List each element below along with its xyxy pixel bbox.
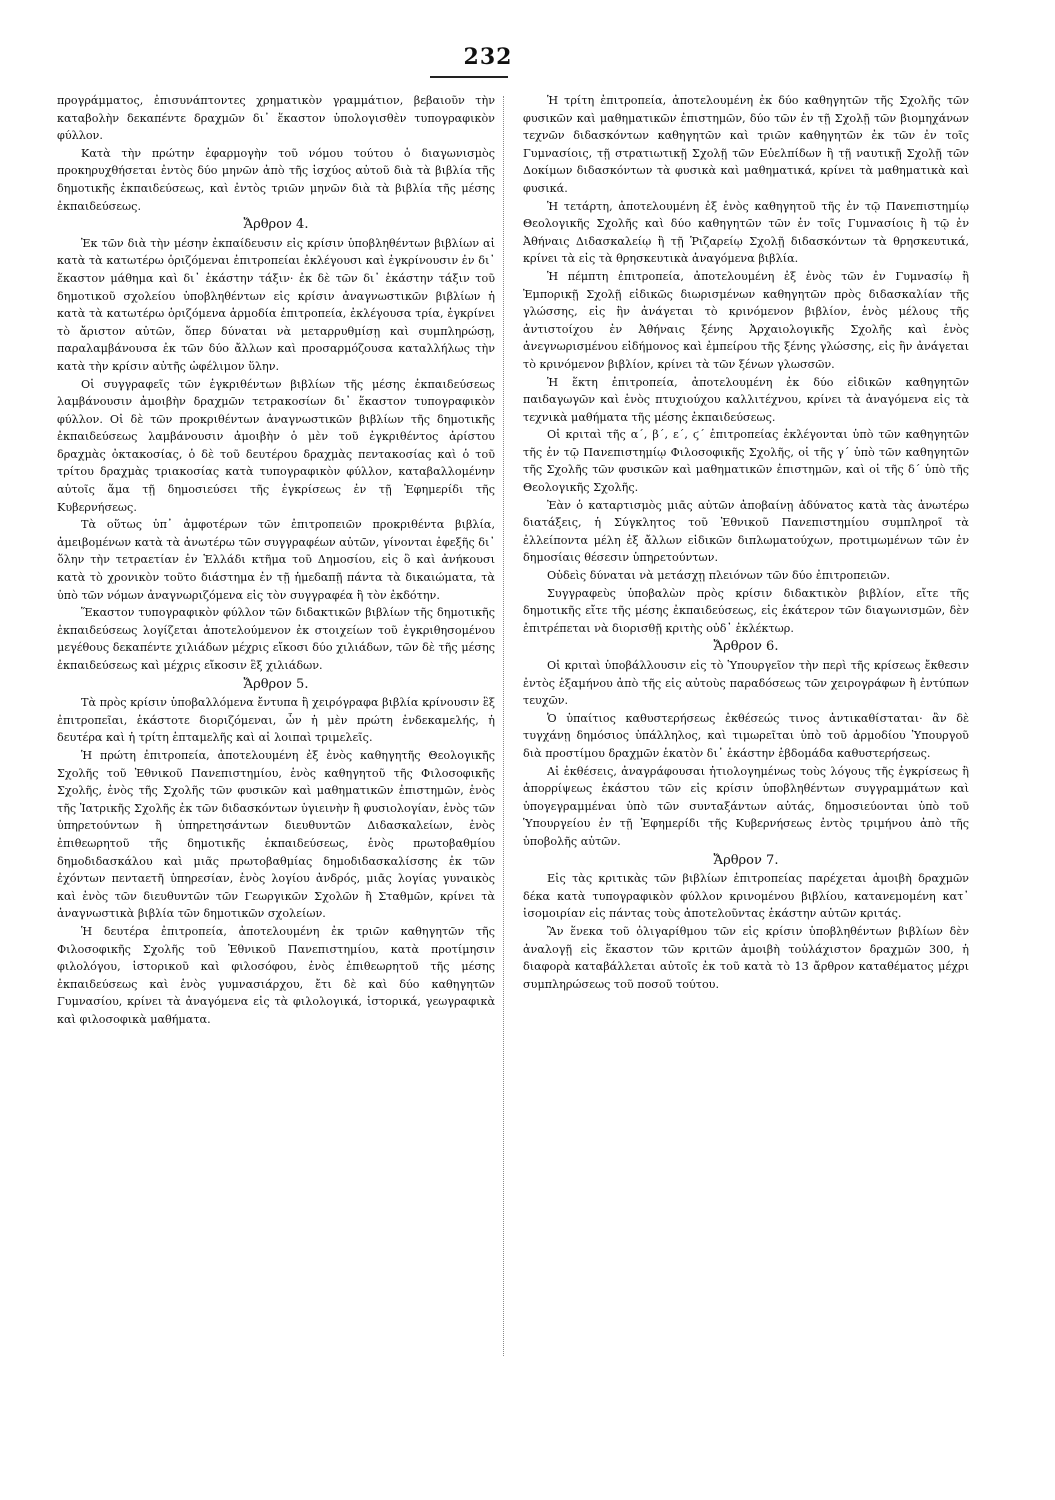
article-heading: Ἄρθρον 7. xyxy=(713,852,779,868)
paragraph: Οἱ κριταὶ τῆς α΄, β΄, ε΄, ϛ΄ ἐπιτροπείας ἐκλέγονται ὑπὸ τῶν καθηγητῶν τῆς ἐν τῷ Πανεπιστημίῳ Φιλοσοφικῆς Σχολῆς, οἱ τῆς γ΄ ὑπὸ τῶν καθηγητῶν τῆς Σχολῆς τῶν φυσικῶν καὶ μαθηματικῶν ἐπιστημῶν, καὶ οἱ τῆς δ΄ ὑπὸ τῆς Θεολογικῆς Σχολῆς. xyxy=(523,428,969,495)
paragraph: Συγγραφεὺς ὑποβαλὼν πρὸς κρίσιν διδακτικὸν βιβλίον, εἴτε τῆς δημοτικῆς εἴτε τῆς μέσης ἐκπαιδεύσεως, εἰς ἑκάτερον τῶν διαγωνισμῶν, δὲν ἐπιτρέπεται νὰ διορισθῇ κριτὴς οὐδ᾽ ἐκλέκτωρ. xyxy=(523,586,969,635)
page-number: 232 xyxy=(463,44,513,70)
paragraph: Ἕκαστον τυπογραφικὸν φύλλον τῶν διδακτικῶν βιβλίων τῆς δημοτικῆς ἐκπαιδεύσεως λογίζεται ἀποτελούμενον ἐκ στοιχείων τοῦ ἐγκριθησομένου μεγέθους δεκαπέντε χιλιάδων μέχρις εἴκοσι δύο χιλιάδων, τῶν δὲ τῆς μέσης ἐκπαιδεύσεως καὶ μέχρις εἴκοσιν ἓξ χιλιάδων. xyxy=(57,606,495,672)
paragraph: Ἡ δευτέρα ἐπιτροπεία, ἀποτελουμένη ἐκ τριῶν καθηγητῶν τῆς Φιλοσοφικῆς Σχολῆς τοῦ Ἐθνικοῦ Πανεπιστημίου, κατὰ προτίμησιν φιλολόγου, ἱστορικοῦ καὶ φιλοσόφου, ἑνὸς ἐπιθεωρητοῦ τῆς μέσης ἐκπαιδεύσεως καὶ ἑνὸς γυμνασιάρχου, ἔτι δὲ καὶ δύο καθηγητῶν Γυμνασίου, κρίνει τὰ ἀναγόμενα εἰς τὰ φιλολογικά, ἱστορικά, γεωγραφικὰ καὶ φιλοσοφικὰ μαθήματα. xyxy=(57,924,495,1026)
left-column xyxy=(57,92,495,1028)
paragraph: Τὰ πρὸς κρίσιν ὑποβαλλόμενα ἔντυπα ἢ χειρόγραφα βιβλία κρίνουσιν ἓξ ἐπιτροπεῖαι, ἑκάστοτε διοριζόμεναι, ὧν ἡ μὲν πρώτη ἑνδεκαμελής, ἡ δευτέρα καὶ ἡ τρίτη ἑπταμελῆς καὶ αἱ λοιπαὶ τριμελεῖς. xyxy=(57,696,495,745)
paragraph: Ἡ τρίτη ἐπιτροπεία, ἀποτελουμένη ἐκ δύο καθηγητῶν τῆς Σχολῆς τῶν φυσικῶν καὶ μαθηματικῶν ἐπιστημῶν, δύο τῶν ἐν τῇ Σχολῇ τῶν βιομηχάνων τεχνῶν διδασκόντων καθηγητῶν καὶ τριῶν καθηγητῶν ἐκ τῶν ἐν τοῖς Γυμνασίοις, τῇ στρατιωτικῇ Σχολῇ τῶν Εὐελπίδων ἢ τῇ ναυτικῇ Σχολῇ τῶν Δοκίμων διδασκόντων τὰ φυσικὰ καὶ μαθηματικά, κρίνει τὰ μαθηματικὰ καὶ φυσικά. xyxy=(523,94,969,195)
paragraph: Κατὰ τὴν πρώτην ἐφαρμογὴν τοῦ νόμου τούτου ὁ διαγωνισμὸς προκηρυχθήσεται ἐντὸς δύο μηνῶν ἀπὸ τῆς ἰσχύος αὐτοῦ διὰ τὰ βιβλία τῆς δημοτικῆς ἐκπαιδεύσεως, καὶ ἐντὸς τριῶν μηνῶν διὰ τὰ βιβλία τῆς μέσης ἐκπαιδεύσεως. xyxy=(57,146,495,213)
paragraph: Αἱ ἐκθέσεις, ἀναγράφουσαι ἠτιολογημένως τοὺς λόγους τῆς ἐγκρίσεως ἢ ἀπορρίψεως ἑκάστου τῶν εἰς κρίσιν ὑποβληθέντων συγγραμμάτων καὶ ὑπογεγραμμέναι ὑπὸ τῶν συνταξάντων αὐτάς, δημοσιεύονται ὑπὸ τοῦ Ὑπουργείου ἐν τῇ Ἐφημερίδι τῆς Κυβερνήσεως ἐντὸς τριμήνου ἀπὸ τῆς ὑποβολῆς αὐτῶν. xyxy=(523,764,969,848)
article-heading: Ἄρθρον 6. xyxy=(713,639,779,655)
paragraph: Ἡ πέμπτη ἐπιτροπεία, ἀποτελουμένη ἐξ ἑνὸς τῶν ἐν Γυμνασίῳ ἢ Ἐμπορικῇ Σχολῇ εἰδικῶς διωρισμένων καθηγητῶν πρὸς διδασκαλίαν τῆς γλώσσης, εἰς ἣν ἀνάγεται τὸ κρινόμενον βιβλίον, ἑνὸς μέλους τῆς ἀντιστοίχου ἐν Ἀθήναις ξένης Ἀρχαιολογικῆς Σχολῆς καὶ ἑνὸς ἀνεγνωρισμένου εἰδήμονος καὶ ἐμπείρου τῆς ξένης γλώσσης, εἰς ἣν ἀνάγεται τὸ κρινόμενον βιβλίον, κρίνει τὰ τῶν ξένων γλωσσῶν. xyxy=(523,269,969,371)
paragraph: Οὐδεὶς δύναται νὰ μετάσχῃ πλειόνων τῶν δύο ἐπιτροπειῶν. xyxy=(547,569,891,583)
column-divider xyxy=(503,96,504,1356)
paragraph: Ἡ ἕκτη ἐπιτροπεία, ἀποτελουμένη ἐκ δύο εἰδικῶν καθηγητῶν παιδαγωγῶν καὶ ἑνὸς πτυχιούχου καλλιτέχνου, κρίνει τὰ ἀναγόμενα εἰς τὰ τεχνικὰ μαθήματα τῆς μέσης ἐκπαιδεύσεως. xyxy=(523,375,969,424)
paragraph: Ὁ ὑπαίτιος καθυστερήσεως ἐκθέσεώς τινος ἀντικαθίσταται· ἂν δὲ τυγχάνῃ δημόσιος ὑπάλληλος, καὶ τιμωρεῖται ὑπὸ τοῦ ἁρμοδίου Ὑπουργοῦ διὰ προστίμου δραχμῶν ἑκατὸν δι᾽ ἑκάστην ἑβδομάδα καθυστερήσεως. xyxy=(523,711,969,760)
right-column xyxy=(523,92,969,993)
paragraph: Εἰς τὰς κριτικὰς τῶν βιβλίων ἐπιτροπείας παρέχεται ἀμοιβὴ δραχμῶν δέκα κατὰ τυπογραφικὸν φύλλον κρινομένου βιβλίου, κατανεμομένη κατ᾽ ἰσομοιρίαν εἰς πάντας τοὺς ἀποτελοῦντας ἑκάστην αὐτῶν κριτάς. xyxy=(523,872,969,921)
paragraph: Ἂν ἕνεκα τοῦ ὀλιγαρίθμου τῶν εἰς κρίσιν ὑποβληθέντων βιβλίων δὲν ἀναλογῇ εἰς ἕκαστον τῶν κριτῶν ἀμοιβὴ τοὐλάχιστον δραχμῶν 300, ἡ διαφορὰ καταβάλλεται αὐτοῖς ἐκ τοῦ κατὰ τὸ 13 ἄρθρον καταθέματος μέχρι συμπληρώσεως τοῦ ποσοῦ τούτου. xyxy=(523,924,969,991)
paragraph: Οἱ κριταὶ ὑποβάλλουσιν εἰς τὸ Ὑπουργεῖον τὴν περὶ τῆς κρίσεως ἔκθεσιν ἐντὸς ἑξαμήνου ἀπὸ τῆς εἰς αὐτοὺς παραδόσεως τῶν χειρογράφων ἢ ἐντύπων τευχῶν. xyxy=(523,659,969,708)
paragraph: Τὰ οὕτως ὑπ᾽ ἀμφοτέρων τῶν ἐπιτροπειῶν προκριθέντα βιβλία, ἀμειβομένων κατὰ τὰ ἀνωτέρω τῶν συγγραφέων αὐτῶν, γίνονται ἐφεξῆς δι᾽ ὅλην τὴν τετραετίαν ἐν Ἑλλάδι κτῆμα τοῦ Δημοσίου, εἰς ὃ καὶ ἀνήκουσι κατὰ τὸ χρονικὸν τοῦτο διάστημα ἐν τῇ ἡμεδαπῇ πάντα τὰ δικαιώματα, τὰ ὑπὸ τῶν νόμων ἀναγνωριζόμενα εἰς τὸν συγγραφέα ἢ τὸν ἐκδότην. xyxy=(57,518,495,602)
paragraph: Ἡ πρώτη ἐπιτροπεία, ἀποτελουμένη ἐξ ἑνὸς καθηγητῆς Θεολογικῆς Σχολῆς τοῦ Ἐθνικοῦ Πανεπιστημίου, ἑνὸς καθηγητοῦ τῆς Φιλοσοφικῆς Σχολῆς, ἑνὸς τῆς Σχολῆς τῶν φυσικῶν καὶ μαθηματικῶν ἐπιστημῶν, ἑνὸς τῆς Ἰατρικῆς Σχολῆς ἐκ τῶν διδασκόντων ὑγιεινὴν ἢ φυσιολογίαν, ἑνὸς τῶν ὑπηρετούντων ἢ ὑπηρετησάντων διευθυντῶν Διδασκαλείων, ἑνὸς ἐπιθεωρητοῦ τῆς δημοτικῆς ἐκπαιδεύσεως, ἑνὸς πρωτοβαθμίου δημοδιδασκάλου καὶ μιᾶς πρωτοβαθμίας δημοδιδασκαλίσσης ἐκ τῶν ἐχόντων πενταετῆ ὑπηρεσίαν, ἑνὸς λογίου ἀνδρός, μιᾶς λογίας γυναικὸς καὶ ἑνὸς τῶν διευθυντῶν τῶν Γεωργικῶν Σχολῶν ἢ Σταθμῶν, κρίνει τὰ ἀναγνωστικὰ βιβλία τῶν δημοτικῶν σχολείων. xyxy=(57,748,495,921)
paragraph: Ἐὰν ὁ καταρτισμὸς μιᾶς αὐτῶν ἀποβαίνῃ ἀδύνατος κατὰ τὰς ἀνωτέρω διατάξεις, ἡ Σύγκλητος τοῦ Ἐθνικοῦ Πανεπιστημίου συμπληροῖ τὰ ἐλλείποντα μέλη ἐξ ἄλλων εἰδικῶν διπλωματούχων, προτιμωμένων τῶν ἐν δημοσίαις θέσεσιν ὑπηρετούντων. xyxy=(523,498,969,565)
paragraph: Ἡ τετάρτη, ἀποτελουμένη ἐξ ἑνὸς καθηγητοῦ τῆς ἐν τῷ Πανεπιστημίῳ Θεολογικῆς Σχολῆς καὶ δύο καθηγητῶν τῶν ἐν τοῖς Γυμνασίοις ἢ τῷ ἐν Ἀθήναις Διδασκαλείῳ ἢ τῇ Ῥιζαρείῳ Σχολῇ διδασκόντων τὰ θρησκευτικά, κρίνει τὰ εἰς τὰ θρησκευτικὰ ἀναγόμενα βιβλία. xyxy=(523,199,969,266)
paragraph: Οἱ συγγραφεῖς τῶν ἐγκριθέντων βιβλίων τῆς μέσης ἐκπαιδεύσεως λαμβάνουσιν ἀμοιβὴν δραχμῶν τετρακοσίων δι᾽ ἕκαστον τυπογραφικὸν φύλλον. Οἱ δὲ τῶν προκριθέντων ἀναγνωστικῶν βιβλίων τῆς δημοτικῆς ἐκπαιδεύσεως λαμβάνουσιν ἀμοιβὴν ὁ μὲν τοῦ ἐγκριθέντος ἀρίστου δραχμὰς ὀκτακοσίας, ὁ δὲ τοῦ δευτέρου δραχμὰς πεντακοσίας καὶ ὁ τοῦ τρίτου δραχμὰς τριακοσίας κατὰ τυπογραφικὸν φύλλον, καταβαλλομένην αὐτοῖς ἅμα τῇ δημοσιεύσει τῆς ἐγκρίσεως ἐν τῇ Ἐφημερίδι τῆς Κυβερνήσεως. xyxy=(57,377,495,514)
article-heading: Ἄρθρον 4. xyxy=(243,217,309,233)
paragraph: Ἐκ τῶν διὰ τὴν μέσην ἐκπαίδευσιν εἰς κρίσιν ὑποβληθέντων βιβλίων αἱ κατὰ τὰ κατωτέρω ὁριζόμεναι ἐπιτροπείαι ἐκλέγουσι καὶ ἐγκρίνουσιν ἐν δι᾽ ἕκαστον μάθημα καὶ δι᾽ ἑκάστην τάξιν· ἐκ δὲ τῶν δι᾽ ἑκάστην τάξιν τοῦ δημοτικοῦ σχολείου ὑποβληθέντων εἰς κρίσιν ἀναγνωστικῶν βιβλίων ἡ κατὰ τὰ κατωτέρω ὁριζόμενα ἁρμοδία ἐπιτροπεία, ἐκλέγουσα τρία, ἐγκρίνει τὸ ἄριστον αὐτῶν, ὅπερ δύναται νὰ μεταρρυθμίσῃ καὶ συμπληρώσῃ, παραλαμβάνουσα ἐκ τῶν δύο ἄλλων καὶ προσαρμόζουσα καταλλήλως τὴν κατὰ τὴν κρίσιν αὐτῆς ὠφέλιμον ὕλην. xyxy=(57,236,495,373)
paragraph: προγράμματος, ἐπισυνάπτοντες χρηματικὸν γραμμάτιον, βεβαιοῦν τὴν καταβολὴν δεκαπέντε δραχμῶν δι᾽ ἕκαστον ὑπολογισθὲν τυπογραφικὸν φύλλον. xyxy=(57,94,495,143)
article-heading: Ἄρθρον 5. xyxy=(243,676,309,692)
header-rule xyxy=(430,76,508,78)
